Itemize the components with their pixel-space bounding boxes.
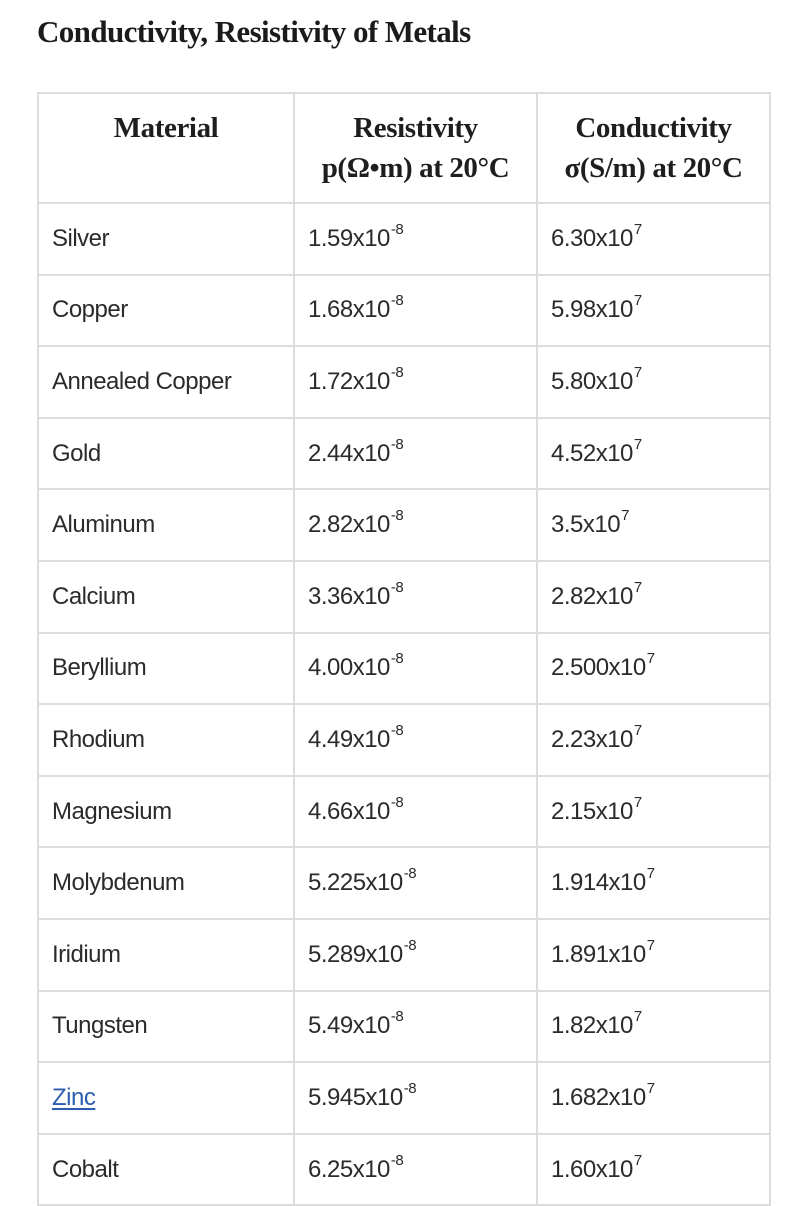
header-material-label: Material (113, 112, 219, 144)
material-cell (38, 346, 294, 418)
header-resistivity-title: Resistivity (353, 112, 478, 144)
conductivity-mantissa: 2.82x10 (551, 582, 633, 610)
conductivity-cell (537, 489, 770, 561)
conductivity-cell (537, 1062, 770, 1134)
header-conductivity-title: Conductivity (575, 112, 732, 144)
header-material (38, 93, 294, 203)
conductivity-mantissa: 2.500x10 (551, 654, 646, 682)
resistivity-cell (294, 1134, 537, 1206)
resistivity-cell (294, 203, 537, 275)
conductivity-cell (537, 776, 770, 848)
conductivity-exponent: 7 (633, 292, 642, 310)
resistivity-mantissa: 5.49x10 (308, 1012, 390, 1040)
resistivity-mantissa: 5.225x10 (308, 869, 403, 897)
conductivity-exponent: 7 (633, 220, 642, 238)
resistivity-mantissa: 3.36x10 (308, 582, 390, 610)
resistivity-exponent: -8 (390, 507, 404, 525)
conductivity-mantissa: 1.914x10 (551, 869, 646, 897)
conductivity-exponent: 7 (633, 578, 642, 596)
resistivity-exponent: -8 (390, 793, 404, 811)
conductivity-mantissa: 1.682x10 (551, 1083, 646, 1111)
material-name: Beryllium (52, 654, 147, 682)
table-body (38, 203, 770, 1205)
material-name: Annealed Copper (52, 367, 232, 395)
resistivity-cell (294, 489, 537, 561)
table-row (38, 633, 770, 705)
resistivity-cell (294, 847, 537, 919)
resistivity-cell (294, 561, 537, 633)
resistivity-mantissa: 5.289x10 (308, 940, 403, 968)
material-name: Magnesium (52, 797, 172, 825)
conductivity-cell (537, 847, 770, 919)
conductivity-mantissa: 2.23x10 (551, 725, 633, 753)
material-name: Silver (52, 224, 110, 252)
material-name: Rhodium (52, 725, 145, 753)
resistivity-mantissa: 1.72x10 (308, 367, 390, 395)
table-row (38, 1134, 770, 1206)
resistivity-exponent: -8 (390, 1151, 404, 1169)
conductivity-exponent: 7 (633, 721, 642, 739)
table-row (38, 1062, 770, 1134)
resistivity-exponent: -8 (390, 435, 404, 453)
header-resistivity (294, 93, 537, 203)
conductivity-exponent: 7 (646, 936, 655, 954)
header-conductivity (537, 93, 770, 203)
resistivity-cell (294, 704, 537, 776)
resistivity-mantissa: 1.68x10 (308, 296, 390, 324)
table-row (38, 991, 770, 1063)
conductivity-exponent: 7 (646, 650, 655, 668)
table-row (38, 776, 770, 848)
conductivity-mantissa: 4.52x10 (551, 439, 633, 467)
resistivity-mantissa: 4.66x10 (308, 797, 390, 825)
table-row (38, 561, 770, 633)
conductivity-mantissa: 1.60x10 (551, 1155, 633, 1183)
table-row (38, 203, 770, 275)
material-cell (38, 991, 294, 1063)
resistivity-cell (294, 1062, 537, 1134)
conductivity-cell (537, 991, 770, 1063)
resistivity-exponent: -8 (390, 220, 404, 238)
conductivity-mantissa: 1.891x10 (551, 940, 646, 968)
resistivity-cell (294, 991, 537, 1063)
material-name: Copper (52, 296, 128, 324)
material-name: Aluminum (52, 511, 155, 539)
resistivity-cell (294, 633, 537, 705)
material-name: Molybdenum (52, 869, 185, 897)
material-name: Gold (52, 439, 101, 467)
table-row (38, 418, 770, 490)
metals-table-container (37, 92, 769, 1206)
material-name: Iridium (52, 940, 121, 968)
material-cell (38, 489, 294, 561)
material-cell (38, 847, 294, 919)
conductivity-mantissa: 6.30x10 (551, 224, 633, 252)
material-name: Tungsten (52, 1012, 148, 1040)
material-cell (38, 776, 294, 848)
material-cell (38, 203, 294, 275)
resistivity-mantissa: 5.945x10 (308, 1083, 403, 1111)
conductivity-exponent: 7 (646, 865, 655, 883)
resistivity-exponent: -8 (390, 363, 404, 381)
resistivity-mantissa: 1.59x10 (308, 224, 390, 252)
conductivity-mantissa: 1.82x10 (551, 1012, 633, 1040)
resistivity-exponent: -8 (403, 1079, 417, 1097)
material-cell (38, 919, 294, 991)
conductivity-cell (537, 633, 770, 705)
header-resistivity-unit: p(Ω•m) at 20°C (321, 152, 510, 184)
conductivity-mantissa: 2.15x10 (551, 797, 633, 825)
material-cell (38, 1062, 294, 1134)
conductivity-exponent: 7 (646, 1079, 655, 1097)
resistivity-cell (294, 346, 537, 418)
resistivity-exponent: -8 (403, 936, 417, 954)
conductivity-cell (537, 704, 770, 776)
table-row (38, 346, 770, 418)
material-cell (38, 633, 294, 705)
resistivity-cell (294, 919, 537, 991)
resistivity-exponent: -8 (390, 721, 404, 739)
resistivity-cell (294, 275, 537, 347)
header-conductivity-unit: σ(S/m) at 20°C (564, 152, 743, 184)
table-row (38, 919, 770, 991)
conductivity-cell (537, 203, 770, 275)
resistivity-mantissa: 4.00x10 (308, 654, 390, 682)
conductivity-cell (537, 1134, 770, 1206)
conductivity-cell (537, 275, 770, 347)
table-row (38, 489, 770, 561)
resistivity-cell (294, 776, 537, 848)
resistivity-mantissa: 2.82x10 (308, 511, 390, 539)
page-title: Conductivity, Resistivity of Metals (37, 14, 471, 49)
material-link[interactable]: Zinc (52, 1083, 96, 1111)
conductivity-exponent: 7 (633, 363, 642, 381)
material-cell (38, 1134, 294, 1206)
resistivity-exponent: -8 (390, 578, 404, 596)
conductivity-exponent: 7 (633, 435, 642, 453)
resistivity-exponent: -8 (403, 865, 417, 883)
conductivity-mantissa: 5.98x10 (551, 296, 633, 324)
resistivity-mantissa: 2.44x10 (308, 439, 390, 467)
conductivity-cell (537, 919, 770, 991)
metals-table (37, 92, 771, 1206)
conductivity-exponent: 7 (633, 1008, 642, 1026)
resistivity-exponent: -8 (390, 650, 404, 668)
conductivity-mantissa: 5.80x10 (551, 367, 633, 395)
resistivity-exponent: -8 (390, 292, 404, 310)
material-cell (38, 275, 294, 347)
material-cell (38, 418, 294, 490)
material-cell (38, 561, 294, 633)
material-name: Calcium (52, 582, 136, 610)
conductivity-mantissa: 3.5x10 (551, 511, 621, 539)
resistivity-mantissa: 4.49x10 (308, 725, 390, 753)
conductivity-exponent: 7 (633, 1151, 642, 1169)
material-name: Cobalt (52, 1155, 119, 1183)
table-row (38, 275, 770, 347)
resistivity-mantissa: 6.25x10 (308, 1155, 390, 1183)
resistivity-cell (294, 418, 537, 490)
conductivity-exponent: 7 (621, 507, 629, 525)
table-header (38, 93, 770, 203)
header-row (38, 93, 770, 203)
table-row (38, 847, 770, 919)
conductivity-cell (537, 561, 770, 633)
table-row (38, 704, 770, 776)
resistivity-exponent: -8 (390, 1008, 404, 1026)
conductivity-exponent: 7 (633, 793, 642, 811)
material-cell (38, 704, 294, 776)
conductivity-cell (537, 418, 770, 490)
conductivity-cell (537, 346, 770, 418)
